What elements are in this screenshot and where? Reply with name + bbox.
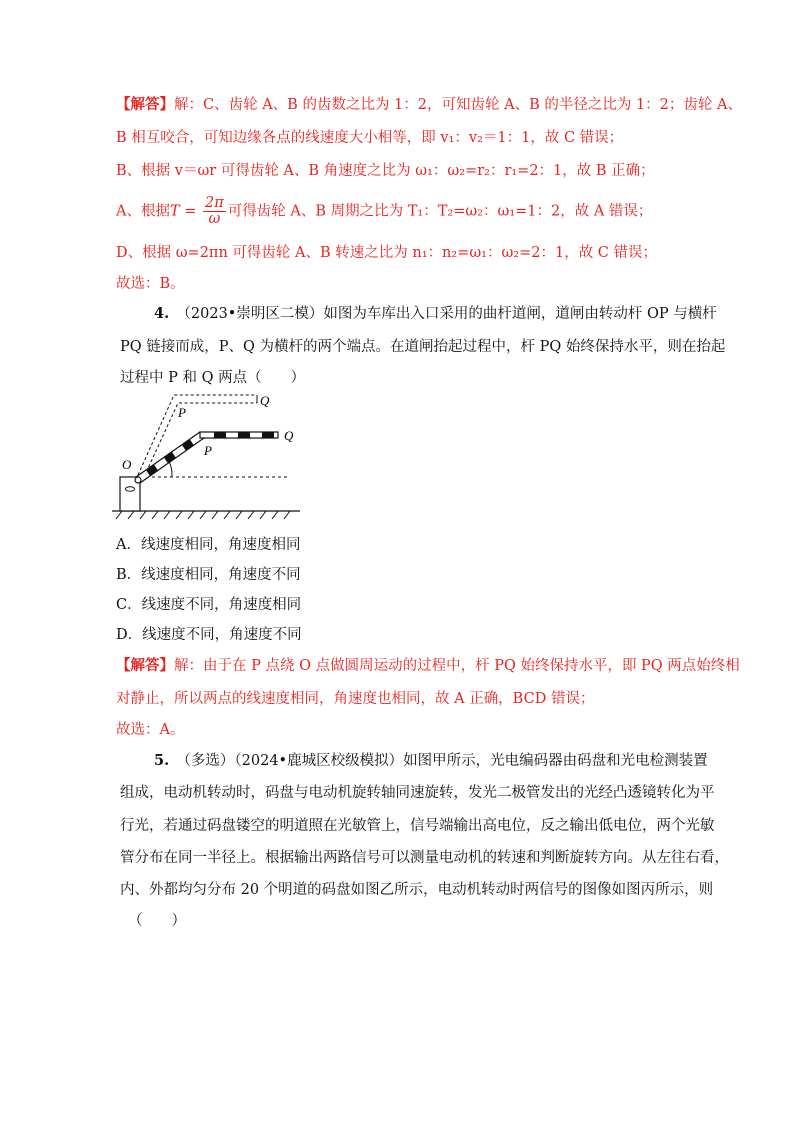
q5-stem-text-1: （多选）（2024•鹿城区校级模拟）如图甲所示，光电编码器由码盘和光电检测装置 xyxy=(183,753,708,769)
q4-stem-line-2: PQ 链接而成，P、Q 为横杆的两个端点。在道闸抬起过程中，杆 PQ 始终保持水平，则在抬起 xyxy=(120,339,726,355)
formula-eq: = xyxy=(179,203,202,220)
q3-answer-line-4 xyxy=(116,196,652,227)
q4-option-a: A．线速度相同，角速度相同 xyxy=(116,537,301,553)
fraction-numerator: 2π xyxy=(205,195,224,211)
q3-answer-text-4b: 可得齿轮 A、B 周期之比为 T₁：T₂=ω₂：ω₁=1：2，故 A 错误； xyxy=(227,203,653,220)
q3-answer-line-5: D、根据 ω=2πn 可得齿轮 A、B 转速之比为 n₁：n₂=ω₁：ω₂=2：1，故 C 错误； xyxy=(116,245,658,261)
q3-choice: 故选：B。 xyxy=(116,276,185,292)
q5-stem-line-3: 行光，若通过码盘镂空的明道照在光敏管上，信号端输出高电位，反之输出低电位，两个光敏 xyxy=(120,818,715,834)
formula-lhs: T xyxy=(169,203,180,220)
barrier-gate-figure xyxy=(112,385,312,520)
label-q-lower: Q xyxy=(284,428,294,443)
q5-stem-line-1 xyxy=(154,751,708,771)
q5-stem-line-5: 内、外都均匀分布 20 个明道的码盘如图乙所示，电动机转动时两信号的图像如图丙所示，则 xyxy=(120,882,714,898)
q5-stem-line-6: （ ） xyxy=(128,913,186,929)
q3-answer-line-1 xyxy=(116,95,742,115)
q4-option-c: C．线速度不同，角速度相同 xyxy=(116,597,302,613)
q5-number: 5. xyxy=(154,752,170,769)
q3-answer-line-2: B 相互咬合，可知边缘各点的线速度大小相等，即 v₁：v₂＝1：1，故 C 错误； xyxy=(116,130,624,146)
horizontal-bar-pq xyxy=(200,432,278,438)
q4-answer-text-1: 解：由于在 P 点绕 O 点做圆周运动的过程中，杆 PQ 始终保持水平，即 PQ 两点始终相 xyxy=(174,658,740,674)
q4-stem-line-1 xyxy=(154,304,717,324)
label-p-lower: P xyxy=(204,443,212,458)
q4-stem-line-3: 过程中 P 和 Q 两点（ ） xyxy=(120,370,306,386)
pivot-o xyxy=(135,477,141,483)
q4-choice: 故选：A。 xyxy=(116,722,185,738)
fraction-denominator: ω xyxy=(208,211,221,227)
label-p-upper: P xyxy=(178,405,186,420)
q4-stem-text-1: （2023•崇明区二模）如图为车库出入口采用的曲杆道闸，道闸由转动杆 OP 与横杆 xyxy=(183,306,717,322)
q3-answer-line-3: B、根据 v＝ωr 可得齿轮 A、B 角速度之比为 ω₁：ω₂=r₂：r₁=2：1，故 B 正确； xyxy=(116,163,655,179)
label-o: O xyxy=(122,457,132,472)
q3-answer-text-1: 解：C、齿轮 A、B 的齿数之比为 1：2，可知齿轮 A、B 的半径之比为 1：2；齿轮 A、 xyxy=(174,97,742,113)
q4-answer-line-2: 对静止，所以两点的线速度相同，角速度也相同，故 A 正确，BCD 错误； xyxy=(116,691,595,707)
answer-label: 【解答】 xyxy=(116,96,174,113)
q5-stem-line-2: 组成，电动机转动时，码盘与电动机旋转轴同速旋转，发光二极管发出的光经凸透镜转化为平 xyxy=(120,785,715,801)
label-q-upper: Q xyxy=(260,393,270,408)
answer-label: 【解答】 xyxy=(116,657,174,674)
ground-hatching xyxy=(116,511,290,519)
q4-option-b: B．线速度相同，角速度不同 xyxy=(116,567,301,583)
q4-number: 4. xyxy=(154,305,170,322)
q5-stem-line-4: 管分布在同一半径上。根据输出两路信号可以测量电动机的转速和判断旋转方向。从左往右看， xyxy=(120,850,729,866)
q3-answer-text-4a: A、根据 xyxy=(116,203,170,220)
q4-answer-line-1 xyxy=(116,656,740,676)
formula-fraction xyxy=(203,196,226,227)
q4-option-d: D．线速度不同，角速度不同 xyxy=(116,627,302,643)
